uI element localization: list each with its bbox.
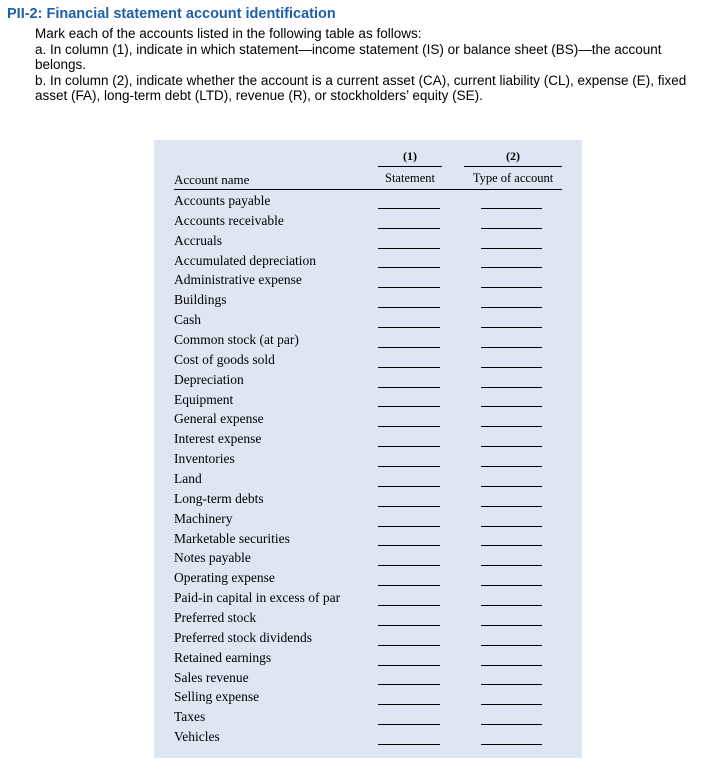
type-of-account-answer-blank[interactable]	[481, 744, 542, 745]
account-name: Taxes	[174, 709, 206, 725]
statement-answer-blank[interactable]	[378, 228, 440, 229]
statement-answer-blank[interactable]	[378, 645, 440, 646]
statement-answer-blank[interactable]	[378, 347, 440, 348]
statement-answer-blank[interactable]	[378, 506, 440, 507]
column-2-top-rule	[464, 166, 562, 167]
table-row	[154, 428, 582, 448]
type-of-account-header: Type of account	[472, 171, 554, 185]
type-of-account-answer-blank[interactable]	[481, 684, 542, 685]
account-name: Accounts payable	[174, 193, 271, 208]
statement-answer-blank[interactable]	[378, 426, 440, 427]
account-name: Cash	[174, 312, 201, 328]
type-of-account-answer-blank[interactable]	[481, 327, 542, 328]
type-of-account-answer-blank[interactable]	[481, 526, 542, 527]
table-row	[154, 528, 582, 548]
statement-answer-blank[interactable]	[378, 704, 440, 705]
table-row	[154, 289, 582, 309]
table-row	[154, 250, 582, 270]
account-name: Preferred stock	[174, 610, 257, 626]
account-table	[154, 140, 582, 758]
type-of-account-answer-blank[interactable]	[481, 645, 542, 646]
table-row	[154, 389, 582, 409]
table-row	[154, 567, 582, 587]
statement-answer-blank[interactable]	[378, 307, 440, 308]
statement-answer-blank[interactable]	[378, 605, 440, 606]
table-row	[154, 468, 582, 488]
account-name: Accruals	[174, 232, 222, 248]
table-row	[154, 408, 582, 428]
statement-answer-blank[interactable]	[378, 208, 440, 209]
type-of-account-answer-blank[interactable]	[481, 605, 542, 606]
statement-answer-blank[interactable]	[378, 367, 440, 368]
statement-answer-blank[interactable]	[378, 724, 440, 725]
statement-answer-blank[interactable]	[378, 665, 440, 666]
column-1-number: (1)	[403, 149, 417, 163]
account-name: Retained earnings	[174, 649, 272, 665]
account-name: Notes payable	[174, 550, 251, 566]
table-row	[154, 309, 582, 329]
type-of-account-answer-blank[interactable]	[481, 208, 542, 209]
type-of-account-answer-blank[interactable]	[481, 506, 542, 507]
type-of-account-answer-blank[interactable]	[481, 545, 542, 546]
account-rows	[154, 190, 582, 746]
table-row	[154, 269, 582, 289]
account-name: General expense	[174, 411, 264, 427]
type-of-account-answer-blank[interactable]	[481, 565, 542, 566]
statement-answer-blank[interactable]	[378, 526, 440, 527]
table-row	[154, 587, 582, 607]
account-name: Common stock (at par)	[174, 332, 299, 348]
account-name: Machinery	[174, 510, 233, 526]
statement-answer-blank[interactable]	[378, 684, 440, 685]
account-name: Vehicles	[174, 729, 220, 745]
account-name: Paid-in capital in excess of par	[174, 590, 341, 606]
instructions-part-b: b. In column (2), indicate whether the account is a current asset (CA), current liability (CL), expense (E), fixed asset (FA), long-term debt (LTD), revenue (R), or stockholders’ equity (SE).	[35, 72, 687, 103]
account-name-header: Account name	[174, 172, 250, 187]
statement-answer-blank[interactable]	[378, 565, 440, 566]
column-2-number: (2)	[506, 149, 520, 163]
table-row	[154, 329, 582, 349]
instructions-intro: Mark each of the accounts listed in the following table as follows:	[35, 26, 422, 41]
type-of-account-answer-blank[interactable]	[481, 287, 542, 288]
account-name: Selling expense	[174, 689, 260, 705]
account-name: Inventories	[174, 451, 235, 467]
table-row	[154, 448, 582, 468]
account-name: Preferred stock dividends	[174, 629, 312, 645]
statement-answer-blank[interactable]	[378, 545, 440, 546]
account-name: Cost of goods sold	[174, 351, 275, 367]
type-of-account-answer-blank[interactable]	[481, 367, 542, 368]
statement-answer-blank[interactable]	[378, 625, 440, 626]
instructions	[35, 26, 707, 104]
table-row	[154, 369, 582, 389]
type-of-account-answer-blank[interactable]	[481, 347, 542, 348]
table-row	[154, 647, 582, 667]
type-of-account-answer-blank[interactable]	[481, 307, 542, 308]
type-of-account-answer-blank[interactable]	[481, 625, 542, 626]
statement-answer-blank[interactable]	[378, 327, 440, 328]
type-of-account-answer-blank[interactable]	[481, 585, 542, 586]
statement-answer-blank[interactable]	[378, 387, 440, 388]
table-row	[154, 190, 582, 210]
account-name: Sales revenue	[174, 669, 249, 685]
account-name: Buildings	[174, 292, 227, 308]
account-name: Operating expense	[174, 570, 275, 586]
type-of-account-answer-blank[interactable]	[481, 665, 542, 666]
type-of-account-answer-blank[interactable]	[481, 267, 542, 268]
table-row	[154, 488, 582, 508]
statement-answer-blank[interactable]	[378, 446, 440, 447]
type-of-account-answer-blank[interactable]	[481, 426, 542, 427]
statement-answer-blank[interactable]	[378, 486, 440, 487]
statement-header: Statement	[385, 171, 435, 185]
table-row	[154, 706, 582, 726]
account-name: Accumulated depreciation	[174, 252, 317, 268]
type-of-account-answer-blank[interactable]	[481, 486, 542, 487]
type-of-account-answer-blank[interactable]	[481, 228, 542, 229]
statement-answer-blank[interactable]	[378, 287, 440, 288]
statement-answer-blank[interactable]	[378, 744, 440, 745]
table-row	[154, 627, 582, 647]
type-of-account-answer-blank[interactable]	[481, 704, 542, 705]
account-name: Administrative expense	[174, 272, 302, 288]
type-of-account-answer-blank[interactable]	[481, 406, 542, 407]
account-name: Equipment	[174, 391, 234, 407]
table-row	[154, 210, 582, 230]
table-row	[154, 508, 582, 528]
type-of-account-answer-blank[interactable]	[481, 724, 542, 725]
statement-answer-blank[interactable]	[378, 406, 440, 407]
problem-title: PII-2: Financial statement account identification	[7, 6, 336, 22]
instructions-part-a: a. In column (1), indicate in which statement—income statement (IS) or balance sheet (BS)—the account belongs.	[35, 41, 662, 72]
table-row	[154, 686, 582, 706]
table-row	[154, 667, 582, 687]
table-row	[154, 349, 582, 369]
type-of-account-answer-blank[interactable]	[481, 387, 542, 388]
table-row	[154, 726, 582, 746]
account-name: Depreciation	[174, 371, 244, 387]
type-of-account-answer-blank[interactable]	[481, 466, 542, 467]
account-name: Long-term debts	[174, 490, 264, 506]
statement-answer-blank[interactable]	[378, 466, 440, 467]
type-of-account-answer-blank[interactable]	[481, 248, 542, 249]
account-name: Marketable securities	[174, 530, 290, 546]
table-row	[154, 547, 582, 567]
table-row	[154, 607, 582, 627]
statement-answer-blank[interactable]	[378, 267, 440, 268]
statement-answer-blank[interactable]	[378, 585, 440, 586]
account-name: Land	[174, 471, 202, 487]
statement-answer-blank[interactable]	[378, 248, 440, 249]
type-of-account-answer-blank[interactable]	[481, 446, 542, 447]
column-1-top-rule	[378, 166, 442, 167]
table-row	[154, 230, 582, 250]
account-name: Accounts receivable	[174, 212, 284, 228]
account-name: Interest expense	[174, 431, 262, 447]
